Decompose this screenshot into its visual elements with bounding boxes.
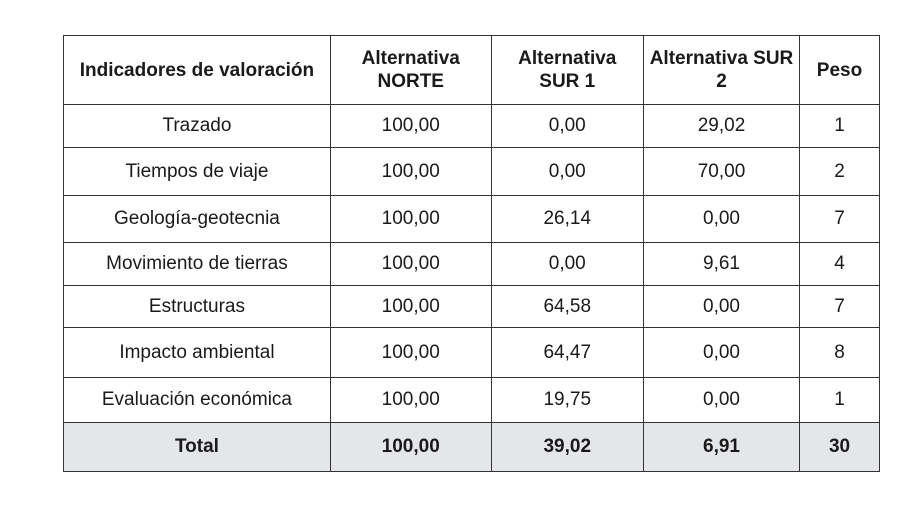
value-cell: 9,61 <box>643 243 799 286</box>
value-cell: 100,00 <box>330 196 491 243</box>
value-cell: 0,00 <box>491 243 643 286</box>
value-cell: 7 <box>800 286 880 328</box>
value-cell: 29,02 <box>643 105 799 148</box>
value-cell: 100,00 <box>330 328 491 378</box>
table-row <box>64 243 880 286</box>
total-value: 30 <box>800 423 880 472</box>
value-cell: 0,00 <box>643 196 799 243</box>
indicator-cell: Evaluación económica <box>64 378 331 423</box>
value-cell: 100,00 <box>330 243 491 286</box>
table-row <box>64 148 880 196</box>
column-header: Alternativa SUR 2 <box>643 36 799 105</box>
value-cell: 64,58 <box>491 286 643 328</box>
value-cell: 100,00 <box>330 148 491 196</box>
value-cell: 1 <box>800 378 880 423</box>
indicator-cell: Geología-geotecnia <box>64 196 331 243</box>
value-cell: 70,00 <box>643 148 799 196</box>
value-cell: 2 <box>800 148 880 196</box>
column-header: Alternativa NORTE <box>330 36 491 105</box>
table-row <box>64 105 880 148</box>
table-row <box>64 196 880 243</box>
indicator-cell: Trazado <box>64 105 331 148</box>
value-cell: 4 <box>800 243 880 286</box>
value-cell: 100,00 <box>330 378 491 423</box>
value-cell: 1 <box>800 105 880 148</box>
valuation-table <box>63 35 880 472</box>
table-row <box>64 378 880 423</box>
value-cell: 0,00 <box>643 378 799 423</box>
value-cell: 0,00 <box>491 105 643 148</box>
total-label: Total <box>64 423 331 472</box>
value-cell: 7 <box>800 196 880 243</box>
value-cell: 64,47 <box>491 328 643 378</box>
indicator-cell: Movimiento de tierras <box>64 243 331 286</box>
value-cell: 19,75 <box>491 378 643 423</box>
header-row <box>64 36 880 105</box>
indicator-cell: Impacto ambiental <box>64 328 331 378</box>
indicator-cell: Estructuras <box>64 286 331 328</box>
column-header: Indicadores de valoración <box>64 36 331 105</box>
value-cell: 0,00 <box>491 148 643 196</box>
total-value: 100,00 <box>330 423 491 472</box>
value-cell: 0,00 <box>643 328 799 378</box>
column-header: Peso <box>800 36 880 105</box>
table-row <box>64 328 880 378</box>
value-cell: 26,14 <box>491 196 643 243</box>
total-row <box>64 423 880 472</box>
value-cell: 100,00 <box>330 105 491 148</box>
value-cell: 0,00 <box>643 286 799 328</box>
indicator-cell: Tiempos de viaje <box>64 148 331 196</box>
total-value: 39,02 <box>491 423 643 472</box>
table-row <box>64 286 880 328</box>
value-cell: 100,00 <box>330 286 491 328</box>
total-value: 6,91 <box>643 423 799 472</box>
column-header: Alternativa SUR 1 <box>491 36 643 105</box>
value-cell: 8 <box>800 328 880 378</box>
